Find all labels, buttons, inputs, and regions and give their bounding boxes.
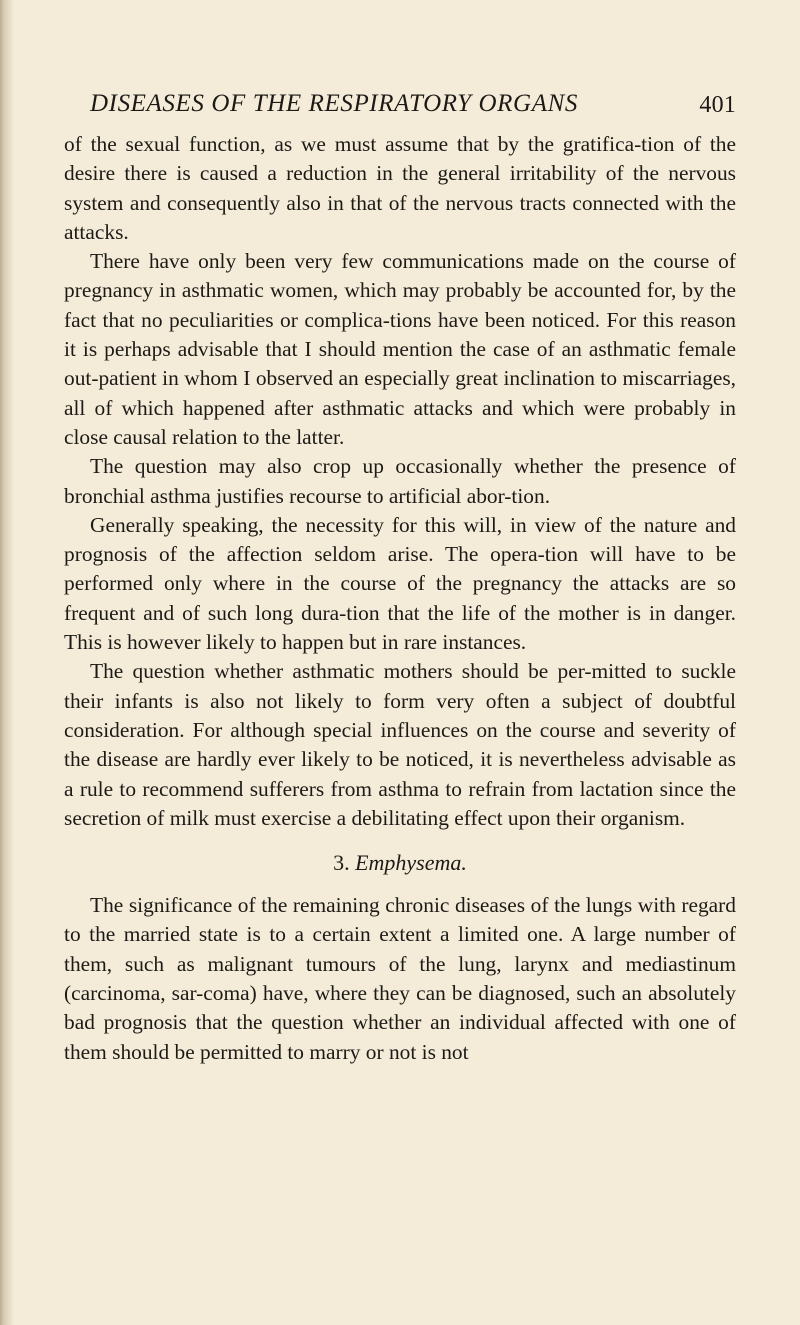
section-title: Emphysema. <box>355 850 467 876</box>
running-head <box>64 86 736 130</box>
section-number: 3. <box>333 850 350 876</box>
book-page <box>64 86 736 1067</box>
running-title: DISEASES OF THE RESPIRATORY ORGANS <box>90 90 578 117</box>
paragraph-4: Generally speaking, the necessity for this will, in view of the nature and prognosis of the affection seldom arise. The opera-tion will have to be performed only where in the course of the pregnancy the attacks are so frequent and of such long dura-tion that the life of the mother is in danger. This is however likely to happen but in rare instances. <box>64 512 736 655</box>
page-number: 401 <box>699 92 736 118</box>
paragraph-2: There have only been very few communications made on the course of pregnancy in asthmatic women, which may probably be accounted for, by the fact that no peculiarities or complica-tions have been noticed. For this reason it is perhaps advisable that I should mention the case of an asthmatic female out-patient in whom I observed an especially great inclination to miscarriages, all of which happened after asthmatic attacks and which were probably in close causal relation to the latter. <box>64 249 736 449</box>
paragraph-3: The question may also crop up occasionally whether the presence of bronchial asthma justifies recourse to artificial abor-tion. <box>64 454 736 508</box>
paragraph-1: of the sexual function, as we must assume that by the gratifica-tion of the desire there is caused a reduction in the general irritability of the nervous system and consequently also in that of the nervous tracts connected with the attacks. <box>64 132 736 244</box>
paragraph-5: The question whether asthmatic mothers should be per-mitted to suckle their infants is also not likely to form very often a subject of doubtful consideration. For although special influences on the course and severity of the disease are hardly ever likely to be noticed, it is nevertheless advisable as a rule to recommend sufferers from asthma to refrain from lactation since the secretion of milk must exercise a debilitating effect upon their organism. <box>64 659 736 830</box>
page-edge-shadow <box>0 0 14 1325</box>
body-text <box>64 130 736 1067</box>
section-heading <box>64 848 736 877</box>
paragraph-6: The significance of the remaining chronic diseases of the lungs with regard to the married state is to a certain extent a limited one. A large number of them, such as malignant tumours of the lung, larynx and mediastinum (carcinoma, sar-coma) have, where they can be diagnosed, such an absolutely bad prognosis that the question whether an individual affected with one of them should be permitted to marry or not is not <box>64 893 736 1064</box>
